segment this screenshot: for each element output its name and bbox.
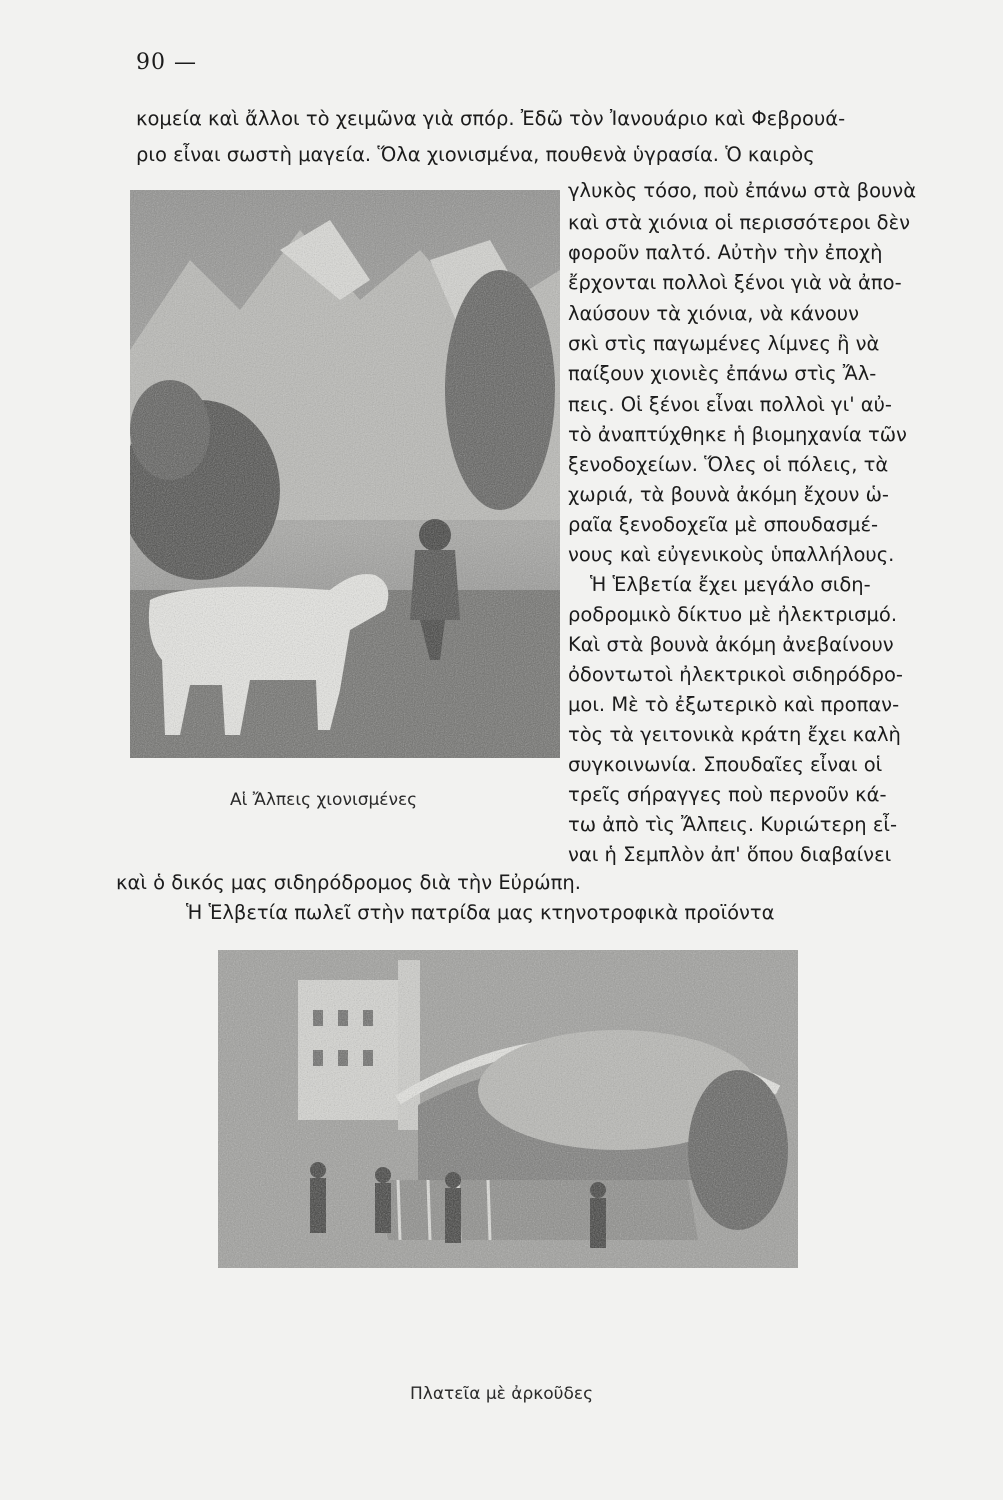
figure-bear-square-caption: Πλατεῖα μὲ ἀρκοῦδες <box>410 1384 594 1404</box>
text-line: ραῖα ξενοδοχεῖα μὲ σπουδασμέ- <box>568 513 879 536</box>
text-line: φοροῦν παλτό. Αὐτὴν τὴν ἐποχὴ <box>568 241 883 264</box>
text-line: χωριά, τὰ βουνὰ ἀκόμη ἔχουν ὡ- <box>568 483 889 506</box>
text-line: ὀδοντωτοὶ ἠλεκτρικοὶ σιδηρόδρο- <box>568 663 903 686</box>
text-line: νους καὶ εὐγενικοὺς ὑπαλλήλους. <box>568 543 895 566</box>
text-line: πεις. Οἱ ξένοι εἶναι πολλοὶ γι' αὐ- <box>568 393 892 416</box>
text-line: σκὶ στὶς παγωμένες λίμνες ἢ νὰ <box>568 332 880 355</box>
text-line: γλυκὸς τόσο, ποὺ ἐπάνω στὰ βουνὰ <box>568 179 917 202</box>
text-line: λαύσουν τὰ χιόνια, νὰ κάνουν <box>568 302 859 325</box>
text-line: τρεῖς σήραγγες ποὺ περνοῦν κά- <box>568 783 887 806</box>
text-line: κομεία καὶ ἄλλοι τὸ χειμῶνα γιὰ σπόρ. Ἐδῶ τὸν Ἰανουάριο καὶ Φεβρουά- <box>136 107 846 130</box>
figure-alps-caption: Αἱ Ἄλπεις χιονισμένες <box>230 790 418 810</box>
text-line: Ἡ Ἑλβετία ἔχει μεγάλο σιδη- <box>590 573 871 596</box>
text-line: ριο εἶναι σωστὴ μαγεία. Ὅλα χιονισμένα, πουθενὰ ὑγρασία. Ὁ καιρὸς <box>136 143 815 166</box>
figure-bear-square-photo <box>218 950 798 1268</box>
text-line: συγκοινωνία. Σπουδαῖες εἶναι οἱ <box>568 753 883 776</box>
text-line: τω ἀπὸ τὶς Ἄλπεις. Κυριώτερη εἶ- <box>568 813 897 836</box>
text-line: ἔρχονται πολλοὶ ξένοι γιὰ νὰ ἀπο- <box>568 271 902 294</box>
text-line: παίξουν χιονιὲς ἐπάνω στὶς Ἄλ- <box>568 362 877 385</box>
text-line: ροδρομικὸ δίκτυο μὲ ἠλεκτρισμό. <box>568 603 898 626</box>
page-number: 90 — <box>136 50 197 75</box>
figure-alps-photo <box>130 190 560 758</box>
text-line: καὶ ὁ δικός μας σιδηρόδρομος διὰ τὴν Εὐρώπη. <box>116 871 581 894</box>
text-line: τὸς τὰ γειτονικὰ κράτη ἔχει καλὴ <box>568 723 901 746</box>
text-line: τὸ ἀναπτύχθηκε ἡ βιομηχανία τῶν <box>568 423 907 446</box>
text-line: μοι. Μὲ τὸ ἐξωτερικὸ καὶ προπαν- <box>568 693 900 716</box>
text-line: ξενοδοχείων. Ὅλες οἱ πόλεις, τὰ <box>568 453 889 476</box>
text-line: Ἡ Ἑλβετία πωλεῖ στὴν πατρίδα μας κτηνοτροφικὰ προϊόντα <box>186 901 775 924</box>
text-line: καὶ στὰ χιόνια οἱ περισσότεροι δὲν <box>568 211 911 234</box>
text-line: Καὶ στὰ βουνὰ ἀκόμη ἀνεβαίνουν <box>568 633 894 656</box>
text-line: ναι ἡ Σεμπλὸν ἀπ' ὅπου διαβαίνει <box>568 843 892 866</box>
